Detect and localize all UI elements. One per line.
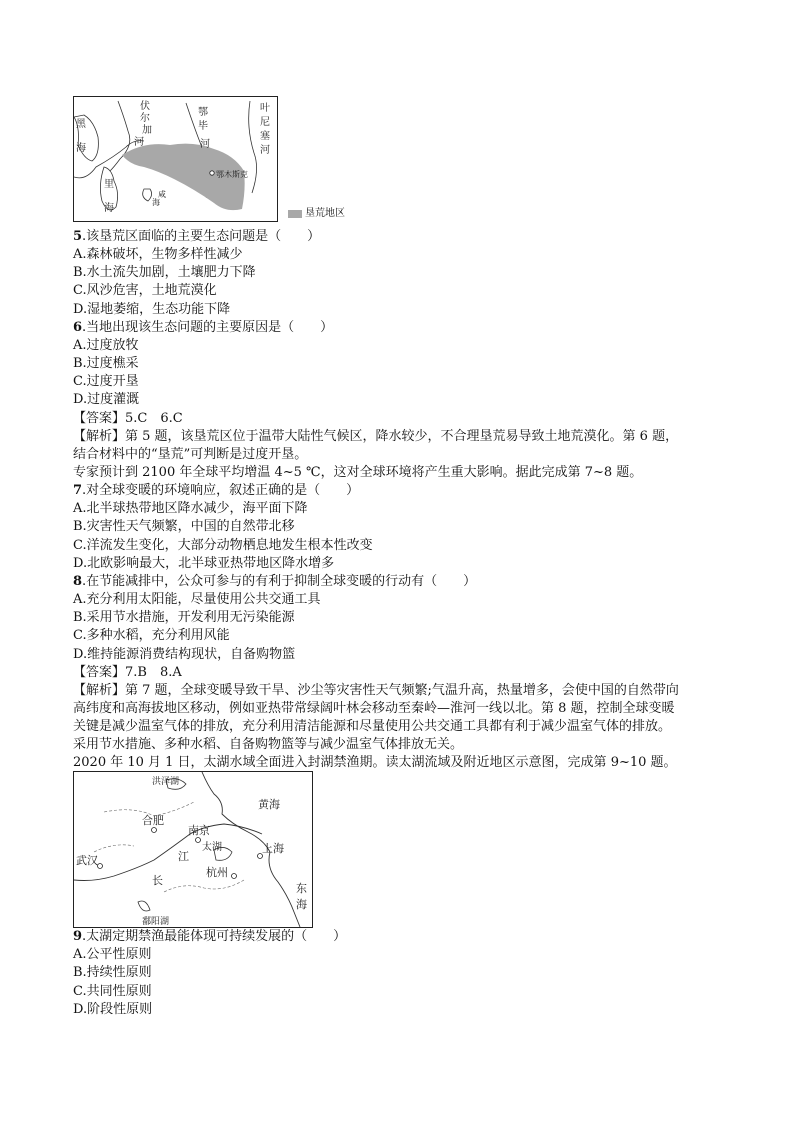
yenisei-river (249, 101, 257, 193)
line-text: C.过度开垦 (73, 374, 139, 390)
text-line (73, 627, 230, 645)
line-text: D.湿地萎缩，生态功能下降 (73, 301, 231, 317)
line-text: A.过度放牧 (73, 337, 139, 353)
line-text: B.灾害性天气频繁，中国的自然带北移 (73, 519, 295, 535)
poyang-lake (138, 901, 150, 911)
line-text: .太湖定期禁渔最能体现可持续发展的（ ） (82, 929, 347, 944)
text-line (73, 282, 217, 300)
line-text: A.森林破坏，生物多样性减少 (73, 247, 243, 263)
label-yenisei-4: 河 (260, 145, 270, 156)
line-text: 结合材料中的“垦荒”可判断是过度开垦。 (73, 446, 308, 462)
text-line (73, 754, 677, 772)
text-line (73, 500, 308, 518)
question-number: 7 (73, 483, 83, 499)
legend-label: 垦荒地区 (305, 208, 345, 219)
line-text: 专家预计到 2100 年全球平均增温 4~5 ℃，这对全球环境将产生重大影响。据此完成第 7~8 题。 (73, 464, 643, 480)
label-omsk: 鄂木斯克 (216, 170, 248, 179)
text-line (73, 664, 182, 682)
text-line (73, 391, 139, 409)
line-text: D.过度灌溉 (73, 392, 140, 408)
label-hongze: 洪泽湖 (152, 777, 180, 787)
line-text: B.采用节水措施，开发利用无污染能源 (73, 610, 295, 626)
text-line (73, 946, 152, 964)
text-line (73, 446, 307, 464)
nanjing-marker (196, 838, 201, 843)
hangzhou-marker (232, 874, 237, 879)
text-line (73, 964, 152, 982)
line-text: A.公平性原则 (73, 947, 152, 963)
reclamation-map (73, 96, 278, 222)
text-line (73, 591, 321, 609)
text-line (73, 301, 230, 319)
text-line (73, 228, 320, 246)
label-east-sea-1: 东 (296, 882, 307, 895)
line-text: D.维持能源消费结构现状，自备购物篮 (73, 646, 296, 662)
map-legend (288, 208, 345, 220)
line-text: C.共同性原则 (73, 983, 152, 999)
taihu-map (73, 771, 313, 928)
text-line (73, 646, 295, 664)
text-line (73, 718, 671, 736)
label-poyang: 鄱阳湖 (142, 917, 170, 927)
question-number: 8 (73, 573, 83, 589)
text-line (73, 537, 373, 555)
wuhan-marker (98, 864, 103, 869)
line-text: D.阶段性原则 (73, 1001, 153, 1017)
line-text: .在节能减排中，公众可参与的有利于抑制全球变暖的行动有（ ） (82, 573, 477, 589)
line-text: C.风沙危害，土地荒漠化 (73, 283, 217, 299)
text-line (73, 573, 476, 591)
line-text: B.持续性原则 (73, 965, 152, 981)
aral-sea-outline (143, 189, 152, 201)
label-caspian-1: 里 (104, 179, 114, 190)
line-text: .当地出现该生态问题的主要原因是（ ） (82, 319, 334, 335)
label-black-sea-2: 海 (76, 143, 86, 154)
line-text: .对全球变暖的环境响应，叙述正确的是（ ） (82, 483, 360, 499)
label-shanghai: 上海 (262, 842, 284, 855)
line-text: A.充分利用太阳能，尽量使用公共交通工具 (73, 592, 321, 607)
text-line (73, 246, 243, 264)
label-volga-3: 加 (142, 125, 152, 136)
yangtze-river (74, 824, 262, 881)
question-number: 5 (73, 229, 83, 244)
line-text: 【解析】第 5 题，该垦荒区位于温带大陆性气候区，降水较少，不合理垦荒易导致土地荒漠化。第 6 题， (73, 428, 679, 444)
text-line (73, 682, 679, 700)
text-line (73, 1001, 152, 1019)
line-text: B.过度樵采 (73, 356, 139, 371)
label-yellow-sea: 黄海 (258, 798, 280, 811)
volga-river (110, 101, 130, 171)
label-taihu: 太湖 (202, 842, 222, 853)
label-volga-2: 尔 (140, 113, 150, 124)
line-text: C.多种水稻，充分利用风能 (73, 628, 230, 644)
omsk-marker (210, 171, 214, 175)
line-text: 关键是减少温室气体的排放，充分利用清洁能源和尽量使用公共交通工具都有利于减少温室气体的排放。 (73, 719, 672, 734)
line-text: A.北半球热带地区降水减少，海平面下降 (73, 501, 308, 517)
label-caspian-2: 海 (104, 203, 114, 214)
label-river-chang: 长 (152, 874, 163, 887)
label-nanjing: 南京 (188, 824, 210, 837)
label-ob-2: 毕 (198, 121, 208, 132)
line-text: C.洋流发生变化，大部分动物栖息地发生根本性改变 (73, 537, 373, 553)
question-number: 9 (73, 929, 83, 944)
taihu-map-svg (74, 772, 312, 927)
text-line (73, 555, 334, 573)
text-line (73, 428, 678, 446)
line-text: 2020 年 10 月 1 日，太湖水域全面进入封湖禁渔期。读太湖流域及附近地区示意图，完成第 9~10 题。 (73, 755, 677, 771)
label-ob-3: 河 (200, 139, 210, 150)
line-text: 【答案】7.B 8.A (73, 664, 182, 680)
text-line (73, 264, 256, 282)
question-number: 6 (73, 319, 83, 335)
reclamation-map-svg (74, 97, 277, 221)
line-text: 【解析】第 7 题，全球变暖导致干旱、沙尘等灾害性天气频繁;气温升高，热量增多，会使中国的自然带向 (73, 682, 679, 698)
text-line (73, 609, 295, 627)
line-text: .该垦荒区面临的主要生态问题是（ ） (82, 229, 321, 244)
label-aral-2: 海 (152, 198, 160, 207)
legend-swatch (288, 210, 302, 218)
text-line (73, 319, 333, 337)
text-line (73, 983, 152, 1001)
text-line (73, 410, 183, 428)
line-text: D.北欧影响最大，北半球亚热带地区降水增多 (73, 555, 335, 571)
label-yenisei-3: 塞 (260, 131, 270, 142)
text-line (73, 482, 359, 500)
text-line (73, 464, 642, 482)
label-wuhan: 武汉 (76, 854, 98, 867)
text-line (73, 928, 346, 946)
hefei-marker (152, 828, 157, 833)
label-hefei: 合肥 (142, 814, 164, 827)
text-line (73, 700, 675, 718)
label-east-sea-2: 海 (296, 898, 307, 911)
text-line (73, 373, 139, 391)
label-black-sea-1: 黑 (76, 119, 86, 130)
label-ob-1: 鄂 (198, 107, 208, 118)
label-volga-1: 伏 (140, 101, 150, 112)
line-text: 【答案】5.C 6.C (73, 410, 183, 426)
label-river-jiang: 江 (178, 850, 189, 863)
line-text: 采用节水措施、多种水稻、自备购物篮等与减少温室气体排放无关。 (73, 737, 464, 753)
label-aral-1: 咸 (158, 190, 166, 199)
text-line (73, 518, 295, 536)
label-yenisei-1: 叶 (260, 103, 270, 114)
line-text: 高纬度和高海拔地区移动，例如亚热带常绿阔叶林会移动至秦岭—淮河一线以北。第 8 题，控制全球变暖 (73, 700, 675, 716)
text-line (73, 355, 139, 373)
text-line (73, 337, 139, 355)
label-hangzhou: 杭州 (206, 866, 228, 879)
line-text: B.水土流失加剧，土壤肥力下降 (73, 265, 256, 281)
text-line (73, 736, 463, 754)
label-volga-4: 河 (134, 137, 144, 148)
label-yenisei-2: 尼 (260, 117, 270, 128)
